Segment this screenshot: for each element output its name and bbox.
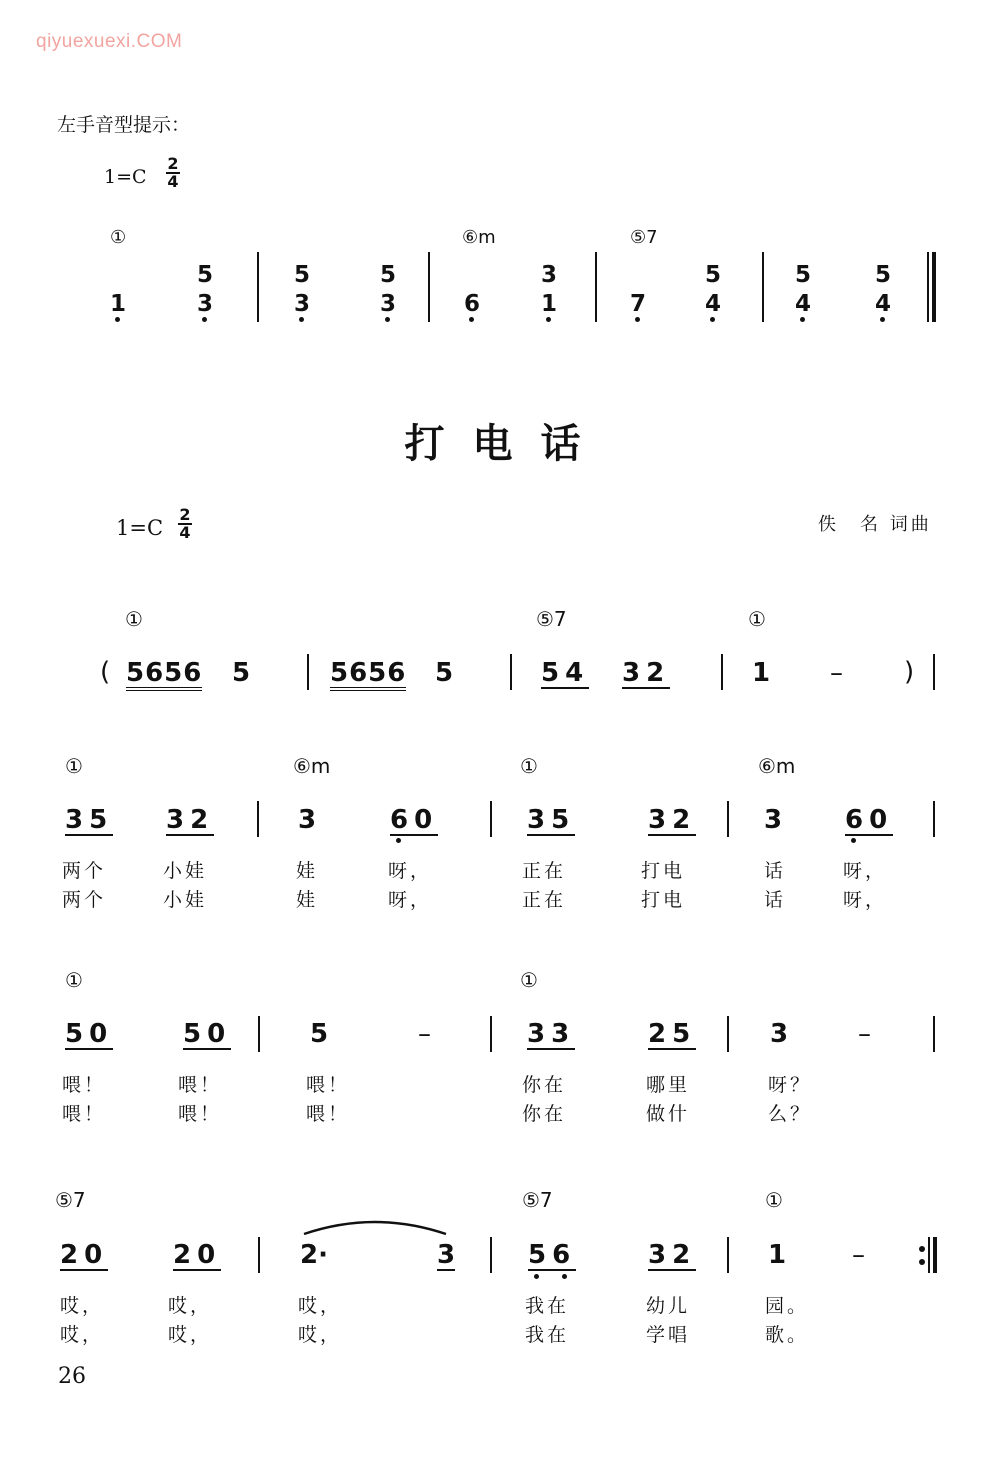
hint-chord-57: ⑤7 <box>630 227 658 248</box>
hint-note: 1 <box>541 291 558 317</box>
intro-note: 5 <box>232 658 251 688</box>
lyric: 喂！ <box>62 1103 107 1125</box>
hint-note: 3 <box>197 291 214 317</box>
note: 3 <box>437 1240 456 1270</box>
lyric: 歌。 <box>765 1324 810 1346</box>
note: 1 <box>768 1240 787 1270</box>
lyric: 话 <box>764 889 787 911</box>
low-octave-dot <box>851 838 856 843</box>
note-pair: 56 <box>528 1240 577 1270</box>
lyric: 两个 <box>62 860 107 882</box>
note-pair: 32 <box>166 805 215 835</box>
hint-note: 4 <box>875 291 892 317</box>
hint-note: 7 <box>630 291 647 317</box>
chord-1: ① <box>520 754 538 778</box>
lyric: 呀， <box>843 889 888 911</box>
low-octave-dot <box>299 317 304 322</box>
chord-1: ① <box>65 754 83 778</box>
lyric: 呀？ <box>768 1074 813 1096</box>
lyric: 娃 <box>296 889 319 911</box>
hint-note: 1 <box>110 291 127 317</box>
barline <box>258 1016 260 1052</box>
lyric: 做什 <box>646 1103 691 1125</box>
barline <box>721 654 723 690</box>
barline <box>510 654 512 690</box>
chord-1: ① <box>65 968 83 992</box>
lyric: 打电 <box>641 889 686 911</box>
tie-slur <box>300 1216 450 1238</box>
lyric: 喂！ <box>306 1074 351 1096</box>
lyric: 呀， <box>388 889 433 911</box>
intro-chord-1: ① <box>125 607 143 631</box>
barline <box>727 1016 729 1052</box>
lyric: 娃 <box>296 860 319 882</box>
dash: – <box>858 1019 871 1049</box>
low-octave-dot <box>469 317 474 322</box>
low-octave-dot <box>385 317 390 322</box>
low-octave-dot <box>534 1274 539 1279</box>
lyric: 么？ <box>768 1103 813 1125</box>
lyric: 喂！ <box>62 1074 107 1096</box>
lyric: 哎， <box>298 1324 343 1346</box>
hint-chord-1: ① <box>110 227 127 248</box>
hint-key: 1=C <box>104 166 147 188</box>
hint-note: 4 <box>795 291 812 317</box>
lyric: 我在 <box>525 1324 570 1346</box>
lyric: 你在 <box>522 1103 567 1125</box>
lyric: 打电 <box>641 860 686 882</box>
barline <box>727 1237 729 1273</box>
note-pair: 50 <box>183 1019 232 1049</box>
intro-notes: 32 <box>622 658 671 688</box>
note-pair: 33 <box>527 1019 576 1049</box>
chord-6m: ⑥m <box>758 754 796 778</box>
intro-note: 1 <box>752 658 771 688</box>
final-barline-thin <box>927 252 929 322</box>
note-pair: 25 <box>648 1019 697 1049</box>
lyric: 呀， <box>388 860 433 882</box>
lyric: 学唱 <box>646 1324 691 1346</box>
hint-note: 5 <box>875 262 892 288</box>
low-octave-dot <box>800 317 805 322</box>
note-pair: 32 <box>648 1240 697 1270</box>
barline <box>490 1016 492 1052</box>
hint-note: 5 <box>380 262 397 288</box>
chord-6m: ⑥m <box>293 754 331 778</box>
lyric: 呀， <box>843 860 888 882</box>
lyric: 两个 <box>62 889 107 911</box>
barline <box>933 1016 935 1052</box>
barline <box>428 252 430 322</box>
note-pair: 20 <box>173 1240 222 1270</box>
song-title: 打电话 <box>404 420 581 467</box>
hint-chord-6m: ⑥m <box>462 227 496 248</box>
intro-notes: 54 <box>541 658 590 688</box>
note-pair: 50 <box>65 1019 114 1049</box>
low-octave-dot <box>880 317 885 322</box>
lyric: 哎， <box>60 1324 105 1346</box>
watermark: qiyuexuexi.COM <box>36 31 183 52</box>
hint-note: 3 <box>380 291 397 317</box>
hint-note: 5 <box>705 262 722 288</box>
barline <box>490 801 492 837</box>
lyric: 正在 <box>522 860 567 882</box>
repeat-dot <box>919 1259 925 1265</box>
chord-1: ① <box>765 1188 783 1212</box>
lyric: 小娃 <box>163 860 208 882</box>
low-octave-dot <box>546 317 551 322</box>
hint-note: 5 <box>294 262 311 288</box>
note-pair: 60 <box>845 805 894 835</box>
end-repeat-thick <box>933 1237 937 1273</box>
hint-note: 6 <box>464 291 481 317</box>
hint-note: 4 <box>705 291 722 317</box>
lyric: 小娃 <box>163 889 208 911</box>
hint-label: 左手音型提示： <box>57 114 191 136</box>
note-pair: 35 <box>65 805 114 835</box>
intro-chord-57: ⑤7 <box>536 607 567 631</box>
final-barline-thick <box>932 252 936 322</box>
barline <box>257 252 259 322</box>
repeat-dot <box>919 1246 925 1252</box>
low-octave-dot <box>115 317 120 322</box>
low-octave-dot <box>710 317 715 322</box>
lyric: 喂！ <box>306 1103 351 1125</box>
chord-1: ① <box>520 968 538 992</box>
song-time-signature: 2 4 <box>179 505 191 542</box>
lyric: 我在 <box>525 1295 570 1317</box>
barline <box>307 654 309 690</box>
lyric: 幼儿 <box>646 1295 691 1317</box>
note: 3 <box>764 805 783 835</box>
barline <box>933 801 935 837</box>
hint-note: 3 <box>541 262 558 288</box>
dash: – <box>852 1240 865 1270</box>
page-number: 26 <box>58 1364 86 1389</box>
barline <box>727 801 729 837</box>
chord-57: ⑤7 <box>55 1188 86 1212</box>
lyric: 你在 <box>522 1074 567 1096</box>
lyric: 哎， <box>168 1324 213 1346</box>
barline <box>490 1237 492 1273</box>
repeat-paren-close: ) <box>904 657 915 687</box>
lyric: 园。 <box>765 1295 810 1317</box>
note: 3 <box>770 1019 789 1049</box>
intro-notes: 5656 <box>126 660 202 691</box>
lyric: 哎， <box>168 1295 213 1317</box>
dash: – <box>418 1019 431 1049</box>
hint-note: 5 <box>197 262 214 288</box>
lyric: 哎， <box>298 1295 343 1317</box>
barline <box>933 654 935 690</box>
hint-note: 3 <box>294 291 311 317</box>
lyric: 喂！ <box>178 1074 223 1096</box>
barline <box>762 252 764 322</box>
barline <box>595 252 597 322</box>
repeat-paren-open: ( <box>100 657 111 687</box>
low-octave-dot <box>562 1274 567 1279</box>
note: 3 <box>298 805 317 835</box>
dash: – <box>830 658 843 688</box>
chord-57: ⑤7 <box>522 1188 553 1212</box>
lyric: 喂！ <box>178 1103 223 1125</box>
low-octave-dot <box>396 838 401 843</box>
low-octave-dot <box>635 317 640 322</box>
song-credit: 佚 名 词曲 <box>818 514 932 535</box>
barline <box>257 801 259 837</box>
hint-time-signature: 2 4 <box>167 154 179 191</box>
note: 5 <box>310 1019 329 1049</box>
end-repeat-thin <box>928 1237 930 1273</box>
lyric: 正在 <box>522 889 567 911</box>
hint-note: 5 <box>795 262 812 288</box>
low-octave-dot <box>202 317 207 322</box>
lyric: 哪里 <box>646 1074 691 1096</box>
note-pair: 60 <box>390 805 439 835</box>
intro-notes: 5656 <box>330 660 406 691</box>
note-pair: 20 <box>60 1240 109 1270</box>
lyric: 哎， <box>60 1295 105 1317</box>
note-pair: 35 <box>527 805 576 835</box>
lyric: 话 <box>764 860 787 882</box>
note-pair: 32 <box>648 805 697 835</box>
barline <box>258 1237 260 1273</box>
dotted-note: 2· <box>300 1240 328 1270</box>
intro-chord-1b: ① <box>748 607 766 631</box>
intro-note: 5 <box>435 658 454 688</box>
song-key: 1=C <box>116 516 164 540</box>
